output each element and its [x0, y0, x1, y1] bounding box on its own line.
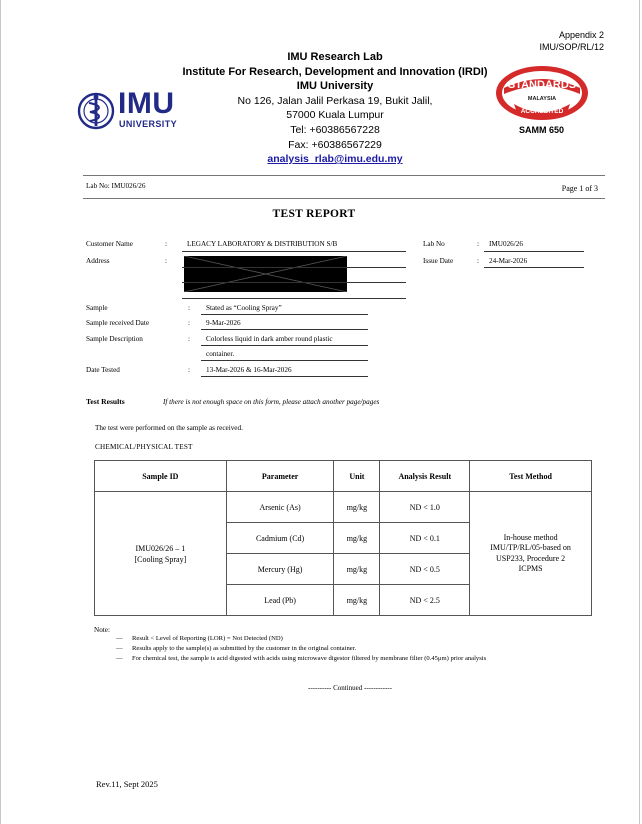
- sample-id-line1: IMU026/26 – 1: [135, 543, 186, 553]
- page-left-edge: [0, 0, 1, 824]
- description-label: Sample Description: [86, 335, 143, 343]
- description-underline-2: [201, 360, 368, 361]
- revision-footer: Rev.11, Sept 2025: [96, 779, 158, 789]
- header-parameter: Parameter: [226, 461, 334, 492]
- description-line2: container.: [206, 350, 235, 358]
- note-item: [116, 644, 356, 653]
- imu-logo-subtext: UNIVERSITY: [119, 119, 178, 129]
- sample-label: Sample: [86, 304, 108, 312]
- colon: :: [165, 257, 167, 265]
- issue-date-value: 24-Mar-2026: [489, 257, 528, 265]
- unit-cell: mg/kg: [334, 523, 380, 554]
- method-line4: ICPMS: [518, 564, 543, 573]
- address-line1: No 126, Jalan Jalil Perkasa 19, Bukit Jalil,: [237, 94, 433, 107]
- customer-name-value: LEGACY LABORATORY & DISTRIBUTION S/B: [187, 240, 338, 248]
- test-method-cell: [470, 492, 592, 616]
- customer-name-underline: [182, 251, 406, 252]
- lab-name: IMU Research Lab: [287, 51, 383, 63]
- table-row: [95, 492, 592, 523]
- lab-no-value: IMU026/26: [489, 240, 523, 248]
- lab-header: [160, 50, 510, 167]
- note-item: [116, 654, 486, 663]
- note-dash: —: [116, 635, 123, 642]
- lab-no-underline: [484, 251, 584, 252]
- received-date-value: 9-Mar-2026: [206, 319, 241, 327]
- appendix-ref: [539, 29, 604, 53]
- address-underline-1: [182, 267, 406, 268]
- standards-logo-top: STANDARDS: [507, 79, 577, 91]
- customer-name-label: Customer Name: [86, 240, 133, 248]
- standards-logo-middle: MALAYSIA: [527, 96, 557, 102]
- university-name: IMU University: [296, 80, 374, 93]
- standards-logo-bottom: ACCREDITED: [520, 108, 564, 115]
- date-tested-underline: [201, 376, 368, 377]
- page-number: Page 1 of 3: [561, 184, 598, 193]
- note-dash: —: [116, 645, 123, 652]
- colon: :: [188, 319, 190, 327]
- address-underline-3: [182, 298, 406, 299]
- result-cell: ND < 0.5: [380, 554, 470, 585]
- note-dash: —: [116, 655, 123, 662]
- note-text: Results apply to the sample(s) as submitted by the customer in the original container.: [132, 645, 357, 652]
- address-underline-2: [182, 282, 406, 283]
- issue-date-label: Issue Date: [423, 257, 454, 265]
- email-link[interactable]: analysis_rlab@imu.edu.my: [267, 153, 403, 166]
- parameter-cell: Arsenic (As): [226, 492, 334, 523]
- test-results-label: Test Results: [86, 397, 125, 406]
- parameter-cell: Cadmium (Cd): [226, 523, 334, 554]
- lab-no-top: Lab No: IMU026/26: [86, 182, 146, 190]
- samm-number: SAMM 650: [519, 125, 565, 135]
- sample-id-cell: [95, 492, 227, 616]
- telephone: Tel: +60386567228: [290, 123, 380, 136]
- performed-statement: The test were performed on the sample as received.: [95, 424, 243, 432]
- appendix-line2: IMU/SOP/RL/12: [539, 42, 604, 52]
- continued-marker: ---------- Continued ------------: [308, 684, 392, 692]
- lab-no-label: Lab No: [423, 240, 445, 248]
- issue-date-underline: [484, 267, 584, 268]
- parameter-cell: Lead (Pb): [226, 585, 334, 616]
- report-title: TEST REPORT: [272, 208, 356, 220]
- note-item: [116, 634, 283, 643]
- test-section-heading: CHEMICAL/PHYSICAL TEST: [95, 443, 193, 451]
- header-divider-2: [83, 198, 605, 199]
- address-label: Address: [86, 257, 110, 265]
- method-line2: IMU/TP/RL/05-based on: [490, 543, 571, 552]
- standards-malaysia-logo: [494, 64, 590, 122]
- description-line1: Colorless liquid in dark amber round plastic: [206, 335, 333, 343]
- unit-cell: mg/kg: [334, 554, 380, 585]
- redacted-address: [184, 256, 347, 292]
- unit-cell: mg/kg: [334, 492, 380, 523]
- table-header-row: [95, 461, 592, 492]
- parameter-cell: Mercury (Hg): [226, 554, 334, 585]
- appendix-line1: Appendix 2: [558, 30, 604, 40]
- imu-emblem-icon: [76, 90, 116, 132]
- sample-value: Stated as “Cooling Spray”: [206, 304, 282, 312]
- received-date-label: Sample received Date: [86, 319, 150, 327]
- result-cell: ND < 1.0: [380, 492, 470, 523]
- colon: :: [477, 240, 479, 248]
- institute-name: Institute For Research, Development and Innovation (IRDI): [182, 65, 488, 78]
- received-date-underline: [201, 329, 368, 330]
- unit-cell: mg/kg: [334, 585, 380, 616]
- imu-logo-text: IMU: [118, 87, 175, 120]
- header-unit: Unit: [334, 461, 380, 492]
- date-tested-label: Date Tested: [86, 366, 120, 374]
- sample-underline: [201, 314, 368, 315]
- note-label: Note:: [94, 626, 110, 634]
- method-line1: In-house method: [503, 532, 558, 542]
- method-line3: USP233, Procedure 2: [496, 553, 566, 563]
- address-line2: 57000 Kuala Lumpur: [286, 109, 384, 122]
- result-cell: ND < 2.5: [380, 585, 470, 616]
- test-results-note: If there is not enough space on this form, please attach another page/pages: [163, 398, 380, 406]
- header-test-method: Test Method: [470, 461, 592, 492]
- results-table: [94, 460, 592, 616]
- sample-id-line2: [Cooling Spray]: [134, 554, 187, 564]
- colon: :: [188, 335, 190, 343]
- page-right-edge: [639, 0, 640, 824]
- header-divider: [83, 175, 605, 176]
- result-cell: ND < 0.1: [380, 523, 470, 554]
- colon: :: [188, 304, 190, 312]
- colon: :: [165, 240, 167, 248]
- header-analysis-result: Analysis Result: [380, 461, 470, 492]
- note-text: Result < Level of Reporting (LOR) = Not Detected (ND): [132, 635, 283, 642]
- colon: :: [188, 366, 190, 374]
- description-underline-1: [201, 345, 368, 346]
- header-sample-id: Sample ID: [95, 461, 227, 492]
- date-tested-value: 13-Mar-2026 & 16-Mar-2026: [206, 366, 292, 374]
- fax: Fax: +60386567229: [288, 138, 382, 151]
- colon: :: [477, 257, 479, 265]
- note-text: For chemical test, the sample is acid digested with acids using microwave digestor filtered by membrane filter (0.45μm) prior analysis: [132, 655, 487, 662]
- accreditation-badge-icon: [494, 64, 590, 122]
